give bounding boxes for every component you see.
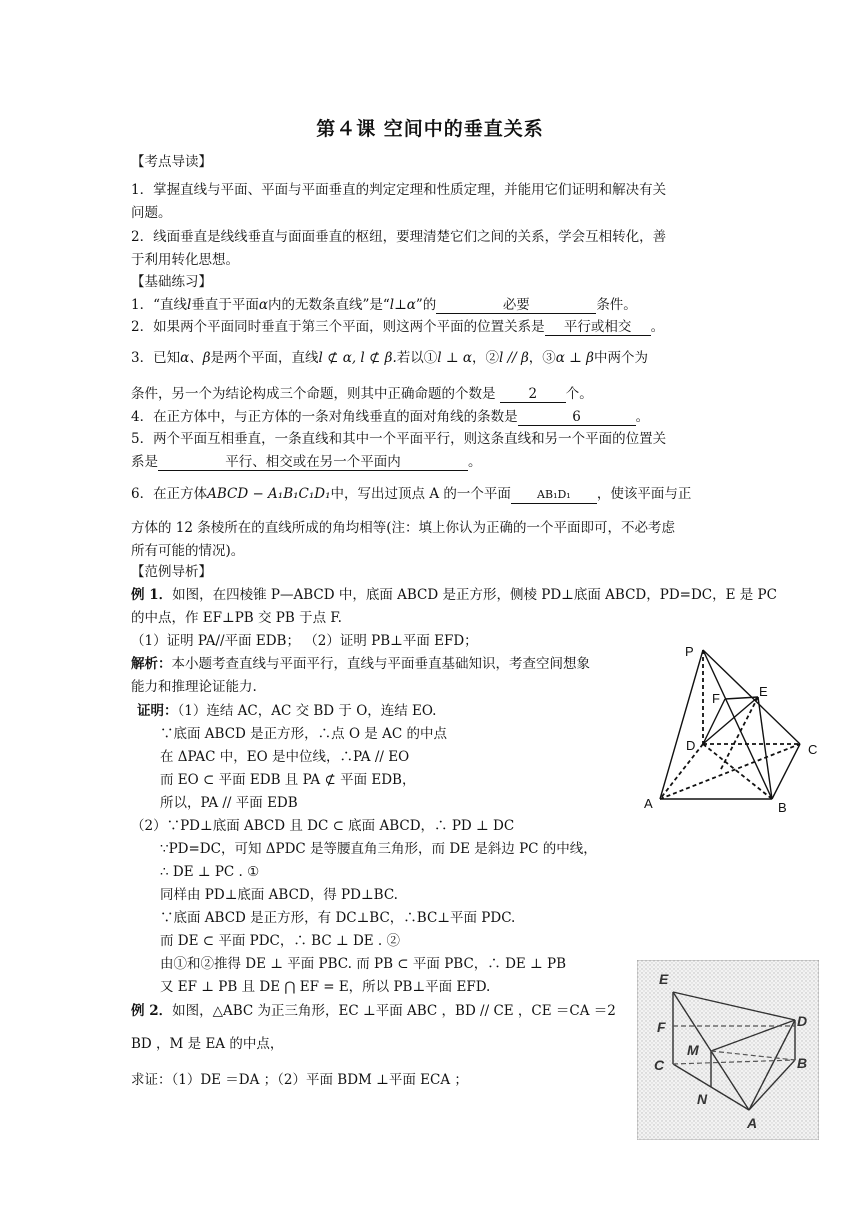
proof-step-3: 在 ΔPAC 中，EO 是中位线，∴PA // EO xyxy=(160,749,410,765)
exercise-6-cont: 方体的 12 条棱所在的直线所成的角均相等(注：填上你认为正确的一个平面即可，不必考虑 xyxy=(131,520,676,536)
proof-step-7: ∵PD=DC，可知 ΔPDC 是等腰直角三角形，而 DE 是斜边 PC 的中线， xyxy=(160,841,597,857)
label-C: C xyxy=(654,1057,665,1073)
section-heading-kaodian: 【考点导读】 xyxy=(131,154,212,170)
example-1-analysis: 解析：本小题考查直线与平面平行，直线与平面垂直基础知识，考查空间想象 xyxy=(131,656,590,672)
kaodian-item-2-cont: 于利用转化思想。 xyxy=(131,252,239,268)
edge-BC xyxy=(772,744,800,799)
label-M: M xyxy=(687,1042,699,1058)
exercise-5: 5．两个平面互相垂直，一条直线和其中一个平面平行，则这条直线和另一个平面的位置关 xyxy=(131,431,667,447)
proof-step-4: 而 EO ⊂ 平面 EDB 且 PA ⊄ 平面 EDB， xyxy=(160,772,416,788)
exercise-3-cont: 条件，另一个为结论构成三个命题，则其中正确命题的个数是 2 个。 xyxy=(131,386,593,402)
example-1-statement: 例 1．如图，在四棱锥 P—ABCD 中，底面 ABCD 是正方形，侧棱 PD⊥底面 ABCD，PD=DC，E 是 PC xyxy=(131,587,777,603)
proof-step-8: ∴ DE ⊥ PC . ① xyxy=(160,864,260,880)
answer-blank: 平行或相交 xyxy=(545,319,651,336)
label-N: N xyxy=(697,1091,708,1107)
proof-step-2: ∵底面 ABCD 是正方形，∴点 O 是 AC 的中点 xyxy=(160,726,447,742)
label-E: E xyxy=(659,971,669,987)
pyramid-figure xyxy=(640,640,830,820)
answer-blank: 必要 xyxy=(436,297,596,314)
section-heading-fanli: 【范例导析】 xyxy=(131,564,212,580)
proof-step-1: 证明：（1）连结 AC，AC 交 BD 于 O，连结 EO. xyxy=(137,703,437,719)
label-B: B xyxy=(797,1055,808,1071)
proof-step-13: 又 EF ⊥ PB 且 DE ⋂ EF = E，所以 PB⊥平面 EFD. xyxy=(160,979,491,995)
answer-blank: 6 xyxy=(518,409,636,426)
label-A: A xyxy=(747,1115,758,1131)
exercise-5-cont: 系是 平行、相交或在另一个平面内 。 xyxy=(131,454,482,470)
label-P: P xyxy=(685,644,694,659)
proof-step-10: ∵底面 ABCD 是正方形，有 DC⊥BC，∴BC⊥平面 PDC. xyxy=(160,910,516,926)
edge-PA xyxy=(660,650,703,799)
label-A: A xyxy=(644,796,653,811)
answer-blank: AB₁D₁ xyxy=(511,487,597,504)
exercise-2: 2．如果两个平面同时垂直于第三个平面，则这两个平面的位置关系是 平行或相交 。 xyxy=(131,319,665,335)
label-F: F xyxy=(712,691,720,706)
label-B: B xyxy=(778,800,787,815)
proof-step-11: 而 DE ⊂ 平面 PDC，∴ BC ⊥ DE . ② xyxy=(160,933,401,949)
edge-DB xyxy=(703,744,772,799)
proof-step-12: 由①和②推得 DE ⊥ 平面 PBC. 而 PB ⊂ 平面 PBC，∴ DE ⊥ PB xyxy=(160,956,567,972)
example-2-tasks: 求证：（1）DE ＝DA ；（2）平面 BDM ⊥平面 ECA ； xyxy=(131,1072,468,1088)
page-title: 第４课 空间中的垂直关系 xyxy=(316,118,544,140)
example-1-tasks: （1）证明 PA//平面 EDB； （2）证明 PB⊥平面 EFD； xyxy=(131,633,478,649)
example-1-statement-cont: 的中点，作 EF⊥PB 交 PB 于点 F. xyxy=(131,610,342,626)
label-F: F xyxy=(657,1019,666,1035)
kaodian-item-1-cont: 问题。 xyxy=(131,205,172,221)
example-1-analysis-cont: 能力和推理论证能力. xyxy=(131,679,257,695)
label-E: E xyxy=(759,684,768,699)
label-D: D xyxy=(797,1013,808,1029)
edge-EO xyxy=(720,697,758,771)
exercise-6-cont2: 所有可能的情况)。 xyxy=(131,543,245,559)
proof-step-6: （2）∵PD⊥底面 ABCD 且 DC ⊂ 底面 ABCD，∴ PD ⊥ DC xyxy=(131,818,515,834)
kaodian-item-1: 1．掌握直线与平面、平面与平面垂直的判定定理和性质定理，并能用它们证明和解决有关 xyxy=(131,182,667,198)
proof-step-9: 同样由 PD⊥底面 ABCD，得 PD⊥BC. xyxy=(160,887,398,903)
section-heading-jichu: 【基础练习】 xyxy=(131,274,212,290)
example-2-statement-cont: BD ，M 是 EA 的中点， xyxy=(131,1036,284,1052)
label-C: C xyxy=(808,742,818,757)
kaodian-item-2: 2．线面垂直是线线垂直与面面垂直的枢纽，要理清楚它们之间的关系，学会互相转化，善 xyxy=(131,229,667,245)
exercise-1: 1．“直线l垂直于平面α内的无数条直线”是“l⊥α”的 必要 条件。 xyxy=(131,297,637,313)
label-D: D xyxy=(686,738,696,753)
answer-blank: 2 xyxy=(500,386,566,403)
figure-background xyxy=(637,960,819,1140)
prism-figure xyxy=(637,960,819,1140)
exercise-4: 4．在正方体中，与正方体的一条对角线垂直的面对角线的条数是 6 。 xyxy=(131,409,650,425)
answer-blank: 平行、相交或在另一个平面内 xyxy=(158,454,468,471)
example-2-statement: 例 2．如图，△ABC 为正三角形，EC ⊥平面 ABC ，BD // CE ，CE ＝CA ＝2 xyxy=(131,1003,616,1019)
exercise-6: 6．在正方体ABCD − A₁B₁C₁D₁中，写出过顶点 A 的一个平面 AB₁D₁ ，使该平面与正 xyxy=(131,486,692,502)
proof-step-5: 所以，PA // 平面 EDB xyxy=(160,795,298,811)
exercise-3: 3．已知α、β是两个平面，直线l ⊄ α, l ⊄ β.若以①l ⊥ α，②l // β，③α ⊥ β中两个为 xyxy=(131,350,648,366)
